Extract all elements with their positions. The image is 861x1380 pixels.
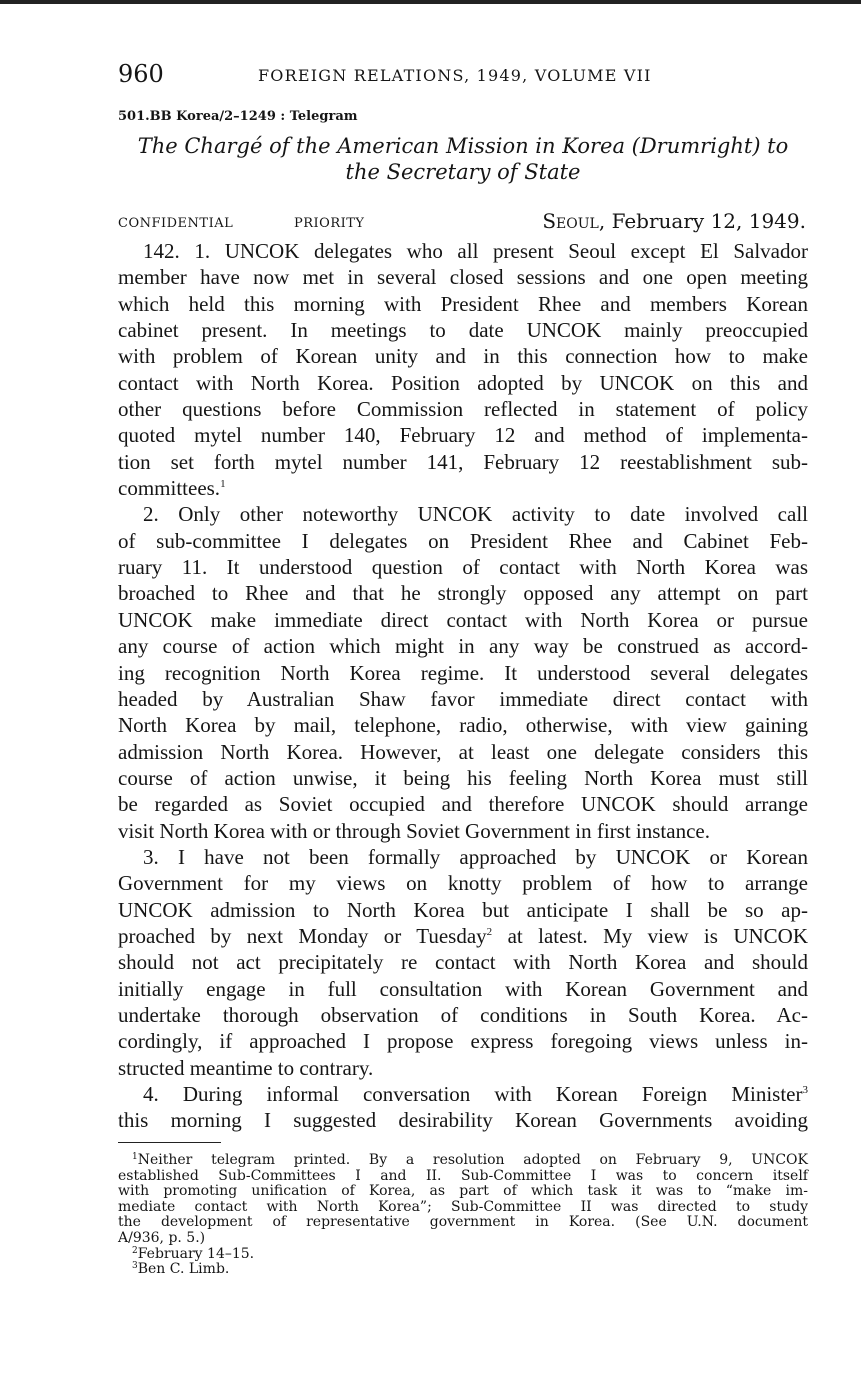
title-line: The Chargé of the American Mission in Korea (Drumright) to [137, 134, 789, 158]
running-title: FOREIGN RELATIONS, 1949, VOLUME VII [258, 66, 652, 85]
body-line [118, 554, 808, 580]
line-text: broached to Rhee and that he strongly opposed any attempt on part [118, 581, 808, 606]
body-line [118, 1107, 808, 1133]
footnote-line [118, 1169, 808, 1185]
footnote-reference: 1 [220, 478, 226, 491]
line-text: mediate contact with North Korea”; Sub-Committee II was directed to study [118, 1198, 808, 1215]
body-line [118, 317, 808, 343]
line-text: member have now met in several closed sessions and one open meeting [118, 265, 808, 290]
body-line [118, 607, 808, 633]
line-text: Ben C. Limb. [137, 1261, 230, 1278]
body-line [118, 1055, 808, 1081]
body-line [118, 501, 808, 527]
document-title [118, 133, 808, 185]
footnotes [118, 1153, 808, 1278]
line-text: UNCOK admission to North Korea but anticipate I shall be so ap- [118, 897, 808, 922]
body-line [118, 1028, 808, 1054]
line-text: the development of representative government in Korea. (See U.N. document [118, 1214, 808, 1231]
line-text: cabinet present. In meetings to date UNCOK mainly preoccupied [118, 318, 808, 343]
line-text: established Sub-Committees I and II. Sub-Committee I was to concern itself [118, 1167, 808, 1184]
body-line [118, 976, 808, 1002]
telegram-body [118, 238, 808, 1134]
footnote-reference: 2 [486, 925, 493, 938]
line-text: which held this morning with President Rhee and members Korean [118, 291, 808, 316]
line-text: with problem of Korean unity and in this connection how to make [118, 344, 808, 369]
body-line [118, 765, 808, 791]
body-line [118, 580, 808, 606]
line-text: admission North Korea. However, at least one delegate considers this [118, 739, 808, 764]
body-line [118, 396, 808, 422]
line-text: other questions before Commission reflected in statement of policy [118, 397, 808, 422]
footnote-line [118, 1200, 808, 1216]
footnote-line [118, 1231, 808, 1247]
footnote-number: 3 [132, 1261, 138, 1272]
body-line [118, 791, 808, 817]
body-line [118, 238, 808, 264]
line-text: ing recognition North Korea regime. It understood several delegates [118, 660, 808, 685]
line-text: cordingly, if approached I propose express foregoing views unless in- [118, 1029, 808, 1054]
line-text: course of action unwise, it being his feeling North Korea must still [118, 765, 808, 790]
body-line [118, 1002, 808, 1028]
body-line [118, 528, 808, 554]
line-text: initially engage in full consultation with Korean Government and [118, 976, 808, 1001]
line-text: ruary 11. It understood question of contact with North Korea was [118, 555, 808, 580]
body-line [118, 897, 808, 923]
line-text: A/936, p. 5.) [118, 1229, 206, 1246]
page-header [118, 60, 808, 90]
body-line [118, 422, 808, 448]
body-line [118, 343, 808, 369]
line-text: 4. During informal conversation with Korean Foreign Minister [143, 1082, 803, 1106]
body-line [118, 739, 808, 765]
line-text: Government for my views on knotty problem of how to arrange [118, 871, 808, 896]
footnote-line [118, 1215, 808, 1231]
line-text: UNCOK make immediate direct contact with North Korea or pursue [118, 607, 808, 632]
body-line [118, 264, 808, 290]
body-line [118, 686, 808, 712]
line-text: Neither telegram printed. By a resolution adopted on February 9, UNCOK [137, 1152, 808, 1168]
title-line: the Secretary of State [345, 160, 581, 184]
file-reference: 501.BB Korea/2–1249 : Telegram [118, 109, 358, 124]
page-number: 960 [118, 60, 164, 88]
line-text: tion set forth mytel number 141, February 12 reestablishment sub- [118, 449, 808, 474]
line-text: proached by next Monday or Tuesday [118, 923, 487, 948]
line-text: undertake thorough observation of conditions in South Korea. Ac- [118, 1002, 808, 1027]
date: February 12, 1949. [611, 209, 806, 233]
dateline [118, 209, 808, 237]
footnote-line [118, 1184, 808, 1200]
scan-top-edge [0, 0, 861, 4]
footnote-line [118, 1247, 808, 1263]
body-line [118, 291, 808, 317]
line-text: any course of action which might in any way be construed as accord- [118, 634, 808, 659]
line-text: quoted mytel number 140, February 12 and method of implementa- [118, 423, 808, 448]
body-line [118, 1081, 808, 1107]
footnote-number: 1 [132, 1152, 138, 1162]
footnote-line [118, 1153, 808, 1169]
line-text: contact with North Korea. Position adopted by UNCOK on this and [118, 370, 808, 395]
line-text: 142. 1. UNCOK delegates who all present Seoul except El Salvador [143, 239, 808, 263]
footnote-line [118, 1262, 808, 1278]
line-text: 3. I have not been formally approached by UNCOK or Korean [143, 844, 808, 869]
line-text: this morning I suggested desirability Korean Governments avoiding [118, 1108, 808, 1133]
line-text: with promoting unification of Korea, as part of which task it was to “make im- [118, 1183, 808, 1200]
footnote-number: 2 [132, 1245, 138, 1256]
line-text: North Korea by mail, telephone, radio, otherwise, with view gaining [118, 713, 808, 738]
line-text: should not act precipitately re contact with North Korea and should [118, 950, 808, 975]
body-line [118, 475, 808, 501]
body-line [118, 660, 808, 686]
line-text: at latest. My view is UNCOK [492, 923, 808, 948]
classification: CONFIDENTIAL [118, 216, 234, 231]
body-line [118, 449, 808, 475]
body-line [118, 633, 808, 659]
place-and-date [542, 209, 806, 233]
body-line [118, 949, 808, 975]
footnote-reference: 3 [802, 1084, 808, 1096]
footnote-rule [118, 1142, 221, 1143]
body-line [118, 712, 808, 738]
line-text: be regarded as Soviet occupied and therefore UNCOK should arrange [118, 792, 808, 817]
priority: PRIORITY [294, 216, 365, 231]
body-line [118, 923, 808, 949]
line-text: visit North Korea with or through Soviet Government in first instance. [118, 818, 710, 843]
line-text: of sub-committee I delegates on President Rhee and Cabinet Feb- [118, 528, 808, 553]
body-line [118, 844, 808, 870]
line-text: February 14–15. [137, 1245, 255, 1262]
line-text: committees. [118, 476, 221, 501]
body-line [118, 370, 808, 396]
line-text: structed meantime to contrary. [118, 1055, 374, 1080]
line-text: 2. Only other noteworthy UNCOK activity to date involved call [143, 502, 808, 527]
body-line [118, 870, 808, 896]
place: Seoul, [542, 209, 606, 233]
body-line [118, 818, 808, 844]
line-text: headed by Australian Shaw favor immediate direct contact with [118, 686, 808, 711]
